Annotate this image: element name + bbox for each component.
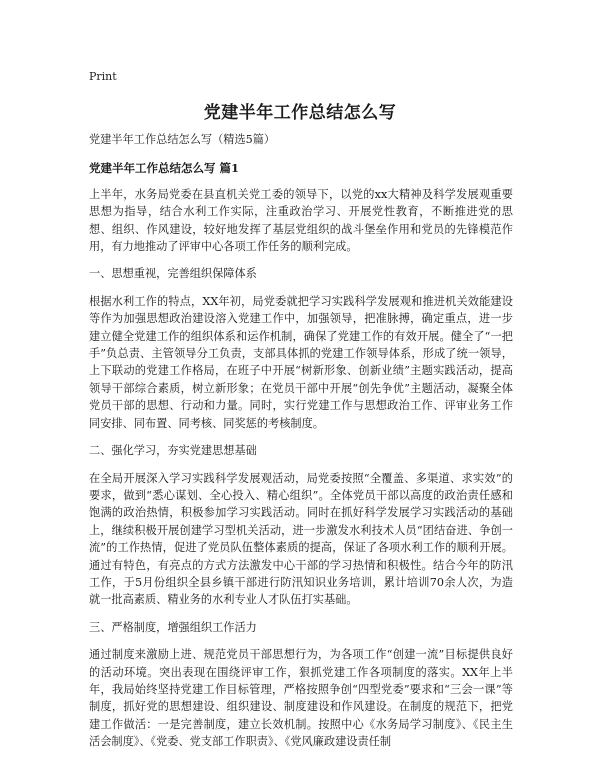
heading-2: 二、强化学习，夯实党建思想基础 — [89, 444, 257, 458]
heading-3: 三、严格制度，增强组织工作活力 — [89, 620, 257, 634]
subtitle: 党建半年工作总结怎么写（精选5篇） — [89, 133, 276, 146]
paragraph-2: 在全局开展深入学习实践科学发展观活动，局党委按照“全覆盖、多渠道、求实效”的要求，做到“悉心谋划、全心投入、精心组织”。全体党员干部以高度的政治责任感和饱满的政治热情，积极参加学习实践活动。同时在抓好科学发展学习实践活动的基础上，继续积极开展创建学习型机关活动，进一步激发水利技术人员“团结奋进、争创一流”的工作热情，促进了党员队伍整体素质的提高，保证了各项水利工作的顺利开展。通过有特色，有亮点的方式方法激发中心干部的学习热情和积极性。结合今年的防汛工作，于5月份组织全县乡镇干部进行防汛知识业务培训，累计培训70余人次，为造就一批高素质、精业务的水利专业人才队伍打实基础。 — [89, 471, 513, 607]
page-title: 党建半年工作总结怎么写 — [203, 103, 397, 123]
intro-paragraph: 上半年，水务局党委在县直机关党工委的领导下，以党的xx大精神及科学发展观重要思想为指导，结合水利工作实际，注重政治学习、开展党性教育，不断推进党的思想、组织、作风建设，较好地发挥了基层党组织的战斗堡垒作用和党员的先锋模范作用，有力地推动了评审中心各项工作任务的顺利完成。 — [89, 187, 513, 254]
heading-1: 一、思想重视，完善组织保障体系 — [89, 267, 257, 281]
print-link[interactable]: Print — [89, 70, 117, 83]
paragraph-3: 通过制度来激励上进、规范党员干部思想行为，为各项工作“创建一流”目标提供良好的活动环境。突出表现在围绕评审工作，狠抓党建工作各项制度的落实。XX年上半年，我局始终坚持党建工作目标管理，严格按照争创“四型党委”要求和“三会一课”等制度，抓好党的思想建设、组织建设、制度建设和作风建设。在制度的规范下，把党建工作做活：一是完善制度，建立长效机制。按照中心《水务局学习制度》、《民主生活会制度》、《党委、党支部工作职责》、《党风廉政建设责任制 — [89, 648, 513, 749]
paragraph-1: 根据水利工作的特点，XX年初，局党委就把学习实践科学发展观和推进机关效能建设等作为加强思想政治建设溶入党建工作中，加强领导，把准脉搏，确定重点，进一步建立健全党建工作的组织体系和运作机制，确保了党建工作的有效开展。健全了“一把手”负总责、主管领导分工负责，支部具体抓的党建工作领导体系，形成了统一领导，上下联动的党建工作格局，在班子中开展“树新形象、创新业绩”主题实践活动，提高领导干部综合素质，树立新形象；在党员干部中开展“创先争优”主题活动，凝聚全体党员干部的思想、行动和力量。同时，实行党建工作与思想政治工作、评审业务工作同安排、同布置、同考核、同奖惩的考核制度。 — [89, 294, 513, 430]
section-title: 党建半年工作总结怎么写 篇1 — [89, 161, 240, 176]
document-body — [89, 131, 513, 761]
